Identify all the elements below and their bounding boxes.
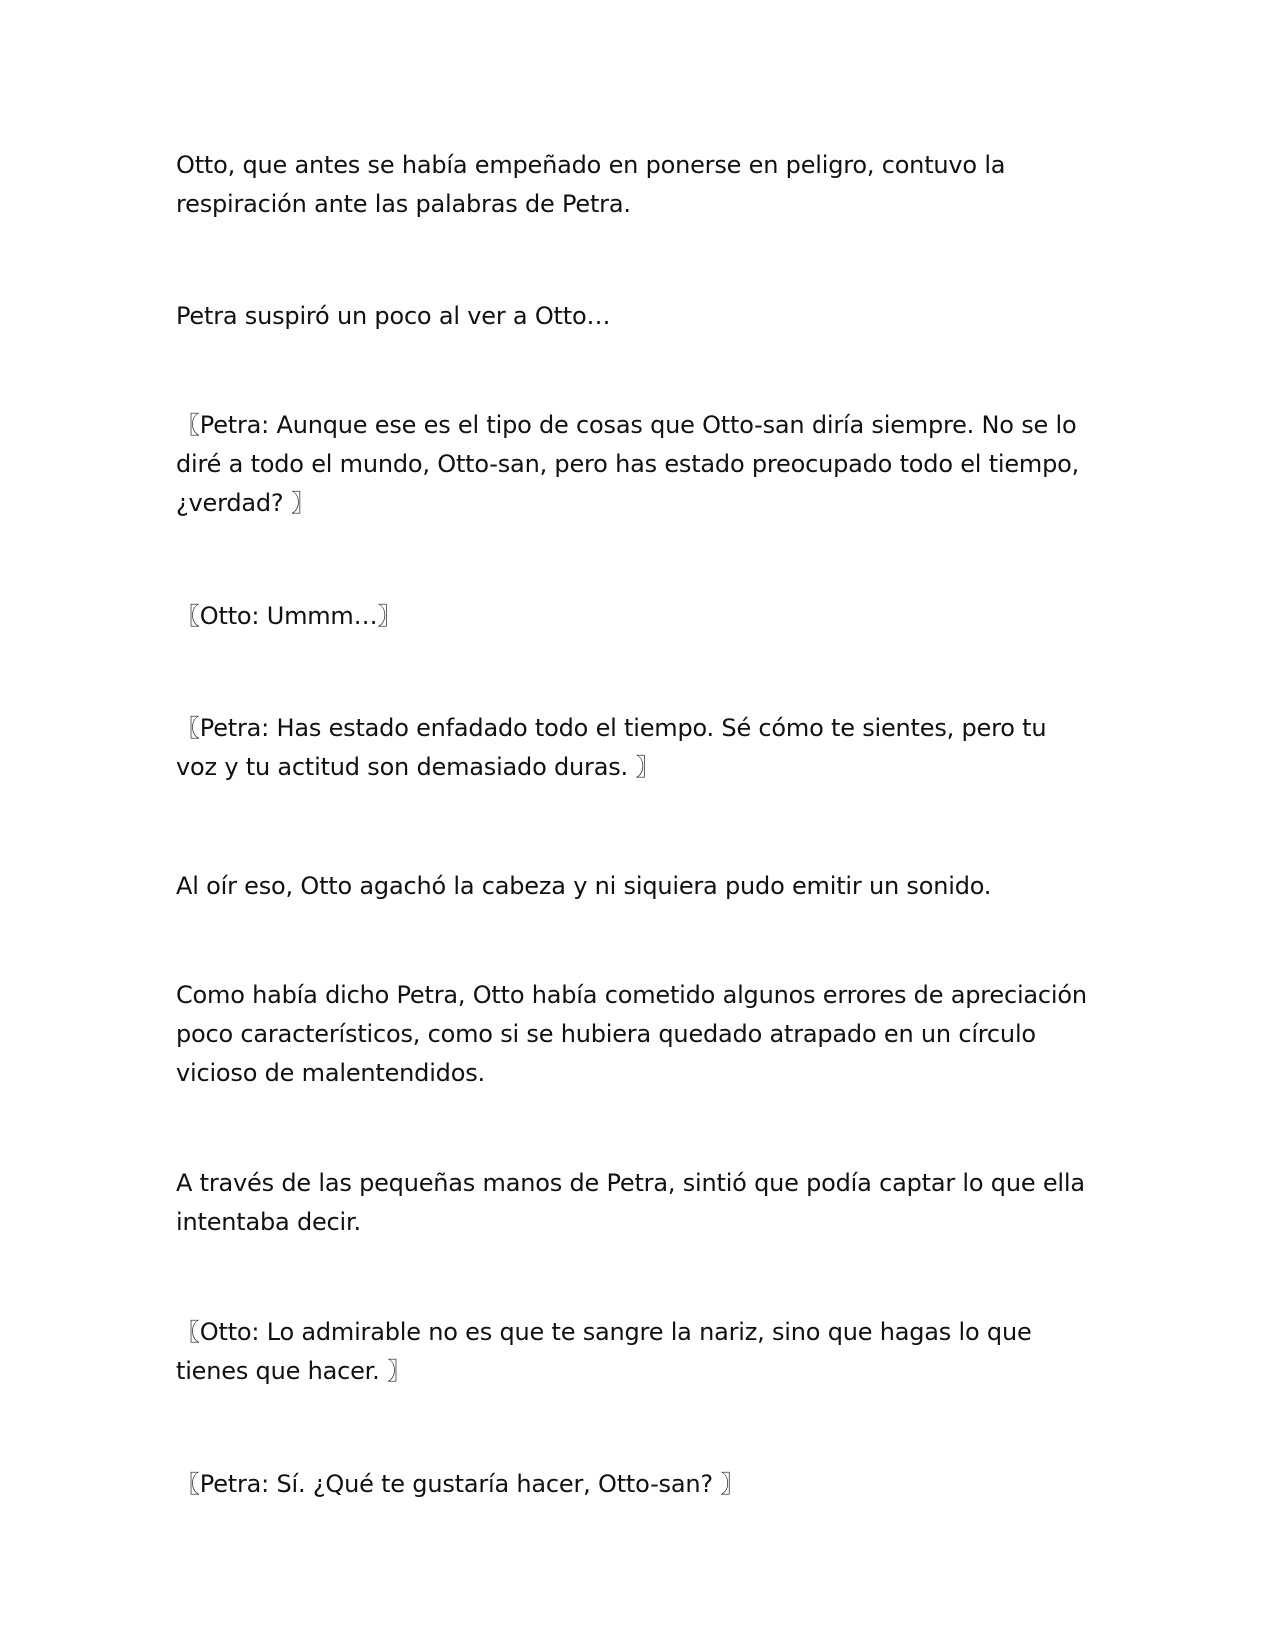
text-line: poco característicos, como si se hubiera quedado atrapado en un círculo bbox=[176, 1020, 1036, 1048]
text-line: respiración ante las palabras de Petra. bbox=[176, 190, 631, 218]
narration-paragraph bbox=[176, 146, 1106, 224]
narration-paragraph bbox=[176, 297, 1106, 336]
narration-paragraph bbox=[176, 1164, 1106, 1242]
text-line: voz y tu actitud son demasiado duras. 〗 bbox=[176, 753, 660, 781]
text-line: Otto, que antes se había empeñado en ponerse en peligro, contuvo la bbox=[176, 151, 1006, 179]
text-line: 〖Otto: Ummm…〗 bbox=[176, 602, 402, 630]
text-line: 〖Petra: Has estado enfadado todo el tiempo. Sé cómo te sientes, pero tu bbox=[176, 714, 1047, 742]
text-line: 〖Petra: Sí. ¿Qué te gustaría hacer, Otto-san? 〗 bbox=[176, 1470, 745, 1498]
text-line: diré a todo el mundo, Otto-san, pero has estado preocupado todo el tiempo, bbox=[176, 450, 1080, 478]
narration-paragraph bbox=[176, 976, 1106, 1093]
text-line: vicioso de malentendidos. bbox=[176, 1059, 485, 1087]
dialogue-paragraph bbox=[176, 1313, 1106, 1391]
narration-paragraph bbox=[176, 867, 1106, 906]
dialogue-paragraph bbox=[176, 597, 1106, 636]
text-line: Como había dicho Petra, Otto había cometido algunos errores de apreciación bbox=[176, 981, 1087, 1009]
text-line: Petra suspiró un poco al ver a Otto… bbox=[176, 302, 611, 330]
text-line: A través de las pequeñas manos de Petra, sintió que podía captar lo que ella bbox=[176, 1169, 1085, 1197]
dialogue-paragraph bbox=[176, 1465, 1106, 1504]
dialogue-paragraph bbox=[176, 709, 1106, 787]
text-line: ¿verdad? 〗 bbox=[176, 489, 315, 517]
text-line: Al oír eso, Otto agachó la cabeza y ni siquiera pudo emitir un sonido. bbox=[176, 872, 992, 900]
dialogue-paragraph bbox=[176, 406, 1106, 523]
text-line: 〖Otto: Lo admirable no es que te sangre la nariz, sino que hagas lo que bbox=[176, 1318, 1032, 1346]
text-line: intentaba decir. bbox=[176, 1208, 361, 1236]
text-line: 〖Petra: Aunque ese es el tipo de cosas que Otto-san diría siempre. No se lo bbox=[176, 411, 1077, 439]
text-line: tienes que hacer. 〗 bbox=[176, 1357, 411, 1385]
